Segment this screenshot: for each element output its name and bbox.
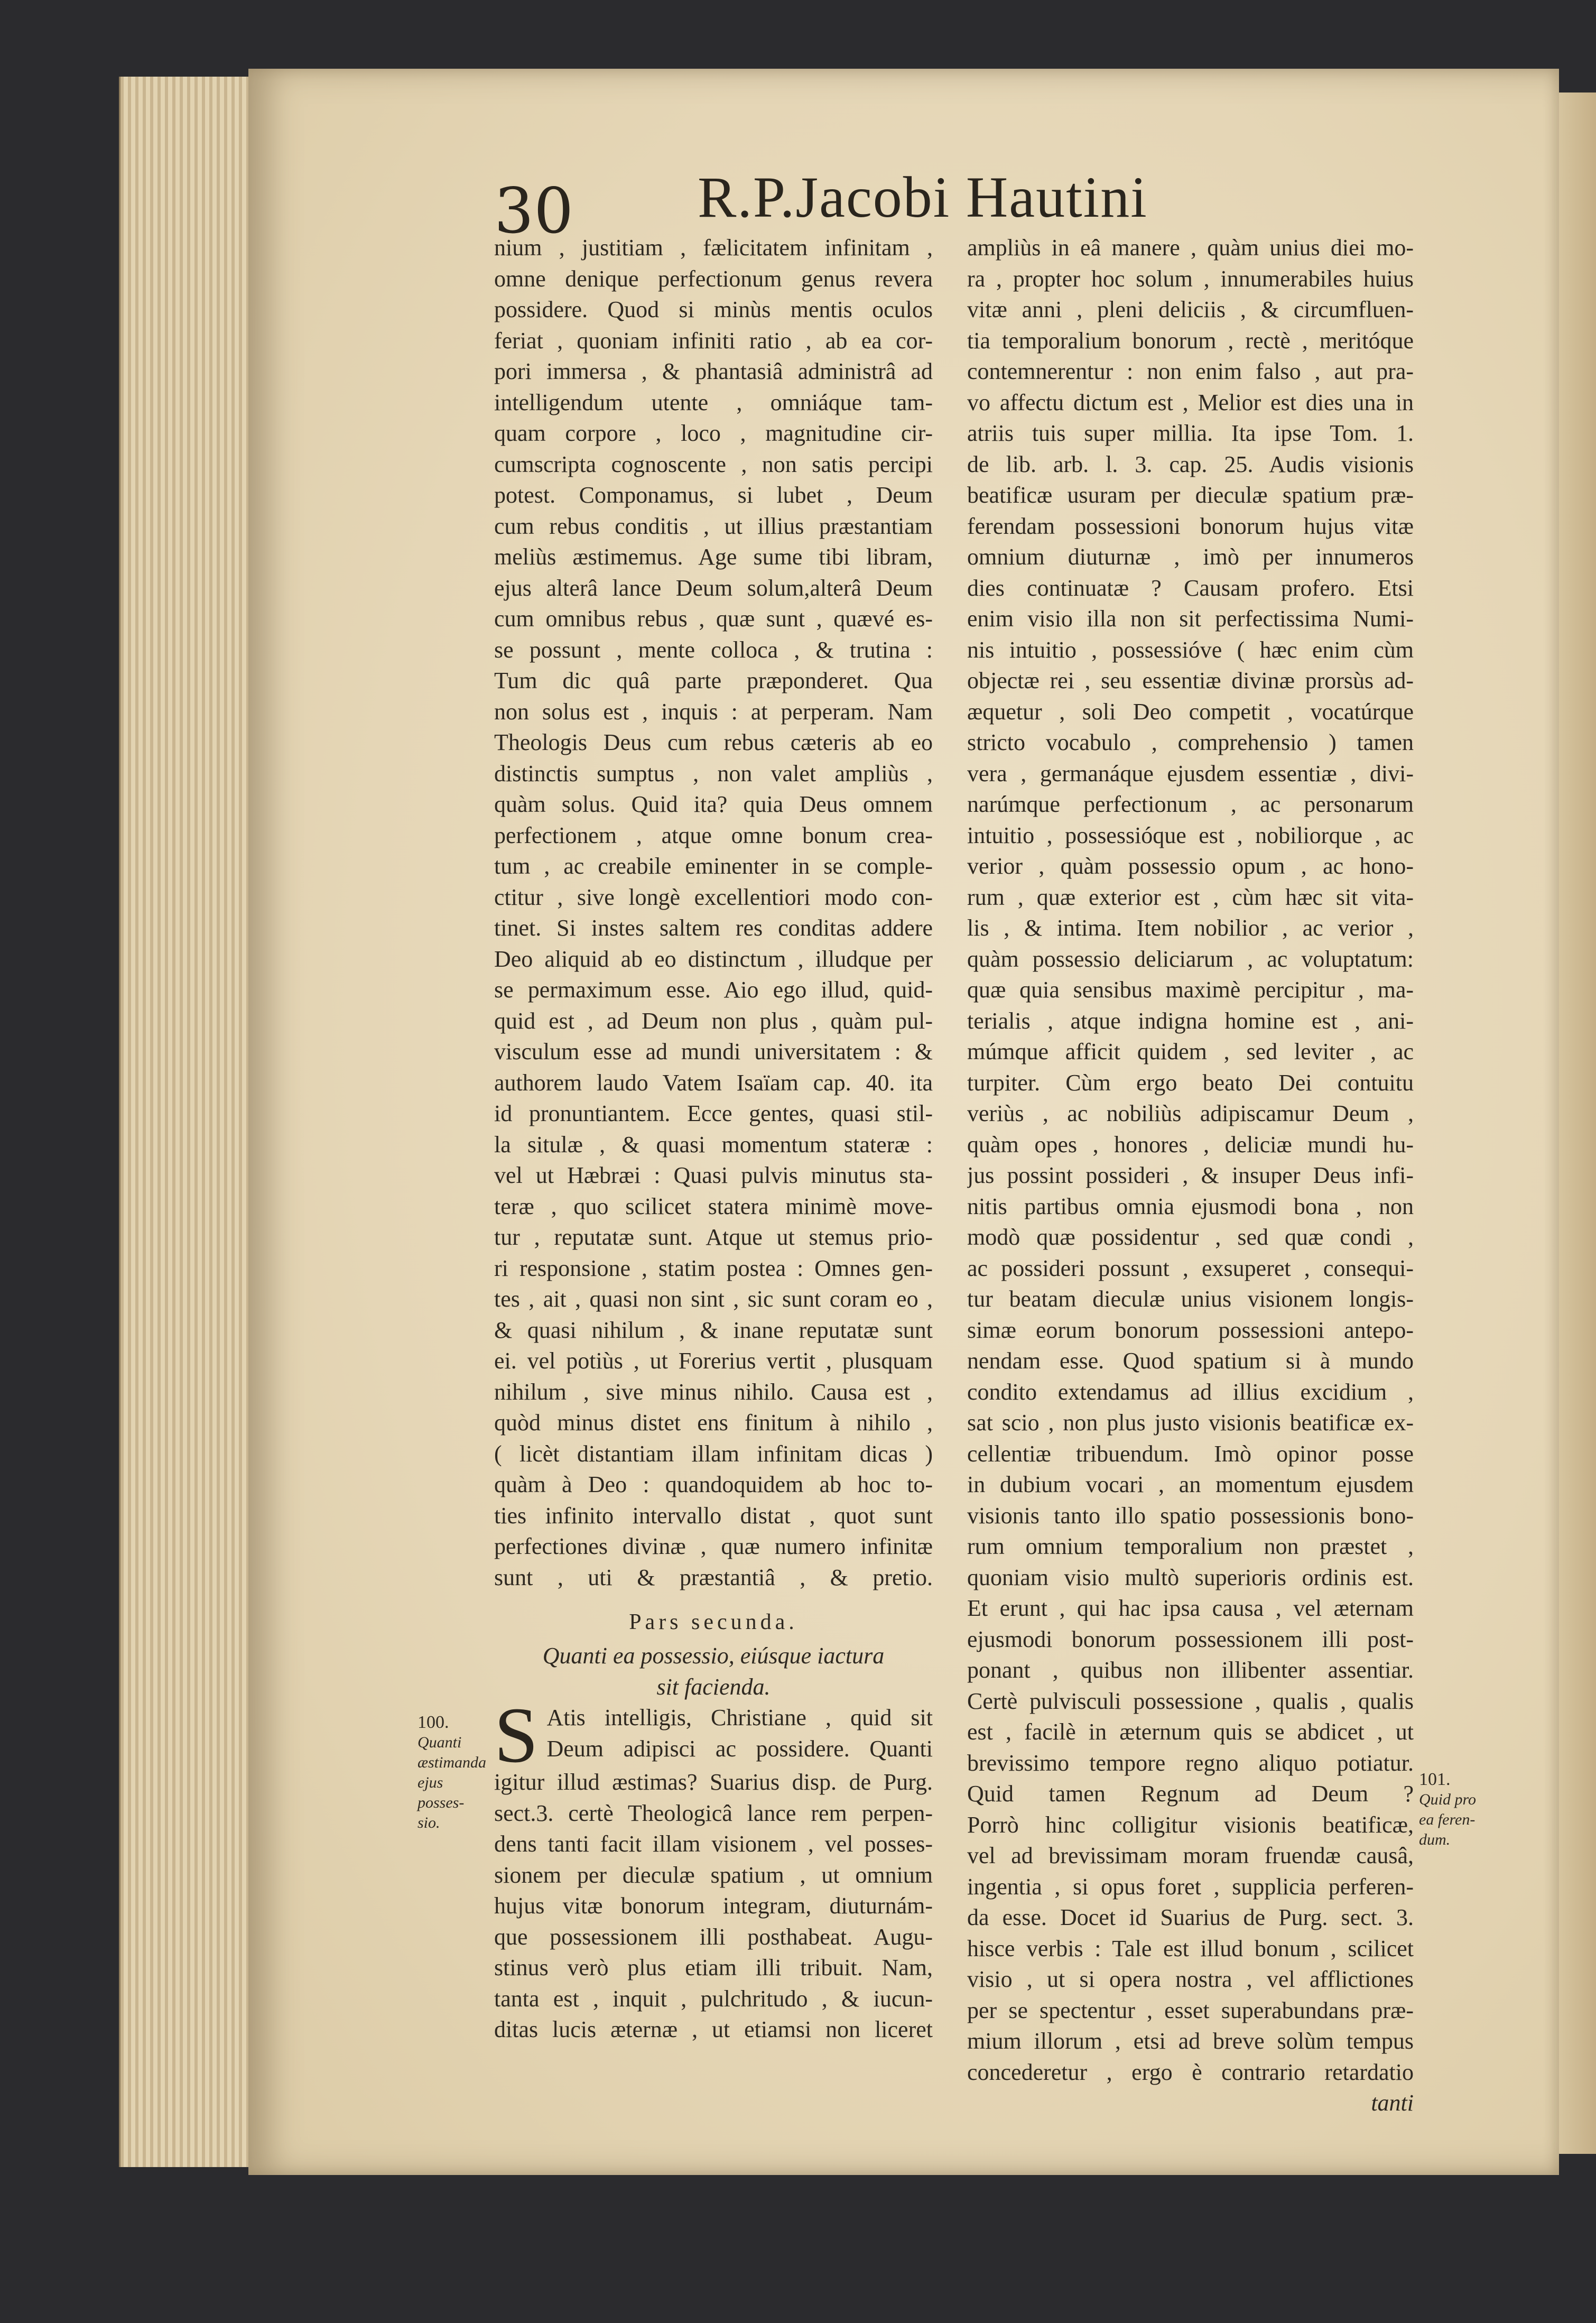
text-line: Deum adipisci ac possidere. Quanti (546, 1735, 933, 1762)
text-line: ponant , quibus non illibenter assentiar. (967, 1657, 1414, 1683)
text-line: in dubium vocari , an momentum ejusdem (967, 1471, 1414, 1497)
margin-note-text: dum. (1419, 1831, 1451, 1848)
text-line: ties infinito intervallo distat , quot sunt (494, 1502, 933, 1529)
text-line: Tum dic quâ parte præponderet. Qua (494, 668, 933, 693)
text-line: turpiter. Cùm ergo beato Dei contuitu (967, 1069, 1414, 1096)
text-line: visculum esse ad mundi universitatem : & (494, 1039, 933, 1065)
margin-note-text: Quanti (417, 1734, 462, 1751)
left-column (494, 233, 933, 2046)
text-line: teræ , quo scilicet statera minimè move- (494, 1193, 933, 1219)
text-line: da esse. Docet id Suarius de Purg. sect. 3. (967, 1904, 1414, 1930)
margin-note-text: ea feren- (1419, 1811, 1476, 1828)
text-line: omne denique perfectionum genus revera (494, 265, 933, 292)
text-line: Certè pulvisculi possessione , qualis , qualis (967, 1688, 1414, 1714)
text-line: intelligendum utente , omniáque tam- (494, 389, 933, 415)
margin-note-right (1419, 1770, 1482, 1850)
text-line: pori immersa , & phantasiâ administrâ ad (494, 358, 933, 384)
text-line: lis , & intima. Item nobilior , ac verior , (967, 915, 1414, 941)
margin-note-text: æstimanda (417, 1754, 487, 1771)
text-line: visio , ut si opera nostra , vel afflictiones (967, 1966, 1414, 1992)
text-line: & quasi nihilum , & inane reputatæ sunt (494, 1317, 933, 1343)
text-line: ferendam possessioni bonorum hujus vitæ (967, 513, 1414, 539)
text-line: meliùs æstimemus. Age sume tibi libram, (494, 544, 933, 570)
text-line: de lib. arb. l. 3. cap. 25. Audis visionis (967, 451, 1414, 477)
text-line: jus possint possideri , & insuper Deus infi- (967, 1162, 1414, 1188)
text-line: omnium diuturnæ , imò per innumeros (967, 544, 1414, 570)
left-column-text-continued (494, 1767, 933, 2046)
text-line: tum , ac creabile eminenter in se comple- (494, 853, 933, 879)
text-line: terialis , atque indigna homine est , ani- (967, 1007, 1414, 1034)
text-line: vera , germanáque ejusdem essentiæ , divi- (967, 760, 1414, 786)
text-line: stricto vocabulo , comprehensio ) tamen (967, 729, 1414, 755)
text-line: tanta est , inquit , pulchritudo , & iucun- (494, 1985, 933, 2012)
text-line: sionem per dieculæ spatium , ut omnium (494, 1862, 933, 1888)
text-line: quàm possessio deliciarum , ac voluptatum: (967, 946, 1414, 972)
text-line: tur , reputatæ sunt. Atque ut stemus prio- (494, 1224, 933, 1250)
text-line: cumscripta cognoscente , non satis percipi (494, 451, 933, 477)
text-line: Theologis Deus cum rebus cæteris ab eo (494, 729, 933, 755)
text-line: ditas lucis æternæ , ut etiamsi non liceret (494, 2016, 933, 2042)
text-line: quàm solus. Quid ita? quia Deus omnem (494, 791, 933, 817)
text-line: sunt , uti & præstantiâ , & pretio. (494, 1564, 933, 1590)
text-line: vel ut Hæbræi : Quasi pulvis minutus sta- (494, 1162, 933, 1188)
text-line: perfectiones divinæ , quæ numero infinitæ (494, 1533, 933, 1559)
margin-note-text: Quid pro (1419, 1791, 1477, 1808)
text-line: contemnerentur : non enim falso , aut pra- (967, 358, 1414, 384)
text-line: nendam esse. Quod spatium si à mundo (967, 1348, 1414, 1374)
text-line: per se spectentur , esset superabundans præ- (967, 1997, 1414, 2023)
drop-capital: S (494, 1702, 539, 1767)
text-line: vo affectu dictum est , Melior est dies una in (967, 389, 1414, 415)
text-line: Porrò hinc colligitur visionis beatificæ, (967, 1811, 1414, 1838)
text-line: objectæ rei , seu essentiæ divinæ prorsùs ad- (967, 668, 1414, 693)
text-line: Et erunt , qui hac ipsa causa , vel æternam (967, 1595, 1414, 1621)
text-line: stinus verò plus etiam illi tribuit. Nam, (494, 1955, 933, 1980)
text-line: sat scio , non plus justo visionis beatificæ ex- (967, 1410, 1414, 1436)
text-line: ac possideri possunt , exsuperet , consequi- (967, 1255, 1414, 1281)
text-line: tia temporalium bonorum , rectè , meritóque (967, 327, 1414, 354)
text-line: beatificæ usuram per dieculæ spatium præ- (967, 482, 1414, 508)
text-line: concederetur , ergo è contrario retardatio (967, 2059, 1414, 2085)
text-line: ri responsione , statim postea : Omnes gen- (494, 1255, 933, 1281)
text-line: que possessionem illi posthabeat. Augu- (494, 1923, 933, 1950)
text-line: quàm opes , honores , deliciæ mundi hu- (967, 1131, 1414, 1158)
page-edges (119, 77, 253, 2167)
text-line: quoniam visio multò superioris ordinis est. (967, 1564, 1414, 1590)
text-line: enim visio illa non sit perfectissima Numi- (967, 606, 1414, 632)
text-line: ingentia , si opus foret , supplicia perferen- (967, 1873, 1414, 1900)
text-line: Quid tamen Regnum ad Deum ? (967, 1781, 1414, 1807)
text-line: sect.3. certè Theologicâ lance rem perpen- (494, 1800, 933, 1826)
facing-page-edge (1554, 92, 1596, 2154)
text-line: quòd minus distet ens finitum à nihilo , (494, 1410, 933, 1436)
text-line: mium illorum , etsi ad breve solùm tempus (967, 2028, 1414, 2054)
running-head: R.P.Jacobi Hautini (698, 165, 1148, 229)
text-line: la situlæ , & quasi momentum stateræ : (494, 1131, 933, 1158)
text-line: ( licèt distantiam illam infinitam dicas ) (494, 1440, 933, 1467)
text-line: ejus alterâ lance Deum solum,alterâ Deum (494, 575, 933, 601)
text-line: verior , quàm possessio opum , ac hono- (967, 853, 1414, 879)
page-number: 30 (494, 174, 574, 247)
text-line: quid est , ad Deum non plus , quàm pul- (494, 1007, 933, 1034)
text-line: æquetur , soli Deo competit , vocatúrque (967, 698, 1414, 725)
text-line: se possunt , mente colloca , & trutina : (494, 636, 933, 663)
text-line: ctitur , sive longè excellentiori modo con- (494, 884, 933, 910)
text-line: tinet. Si instes saltem res conditas addere (494, 915, 933, 941)
margin-note-text: ejus posses- (417, 1774, 465, 1811)
text-line: veriùs , ac nobiliùs adipiscamur Deum , (967, 1100, 1414, 1126)
text-line: visionis tanto illo spatio possessionis bono- (967, 1502, 1414, 1529)
text-line: Atis intelligis, Christiane , quid sit (546, 1705, 933, 1730)
text-line: narúmque perfectionum , ac personarum (967, 791, 1414, 817)
margin-note-left (417, 1713, 491, 1833)
text-line: cum omnibus rebus , quæ sunt , quævé es- (494, 606, 933, 632)
text-line: múmque afficit quidem , sed leviter , ac (967, 1039, 1414, 1065)
text-line: Deo aliquid ab eo distinctum , illudque per (494, 946, 933, 972)
text-line: igitur illud æstimas? Suarius disp. de Purg. (494, 1769, 933, 1795)
margin-note-number: 101. (1419, 1770, 1451, 1789)
text-line: quam corpore , loco , magnitudine cir- (494, 420, 933, 446)
section-heading: Pars secunda. (629, 1610, 798, 1634)
text-line: nihilum , sive minus nihilo. Causa est , (494, 1378, 933, 1405)
text-line: feriat , quoniam infiniti ratio , ab ea cor- (494, 327, 933, 354)
text-line: condito extendamus ad illius excidium , (967, 1378, 1414, 1405)
right-column-text (967, 233, 1414, 2088)
text-line: tur beatam dieculæ unius visionem longis- (967, 1286, 1414, 1312)
text-line: dens tanti facit illam visionem , vel posses- (494, 1831, 933, 1857)
text-line: brevissimo tempore regno aliquo potiatur. (967, 1750, 1414, 1776)
text-line: atriis tuis super millia. Ita ipse Tom. 1. (967, 420, 1414, 446)
text-line: cum rebus conditis , ut illius præstantiam (494, 513, 933, 539)
right-column (967, 233, 1414, 2119)
text-line: id pronuntiantem. Ecce gentes, quasi stil- (494, 1100, 933, 1126)
text-line: se permaximum esse. Aio ego illud, quid- (494, 977, 933, 1003)
text-line: hujus vitæ bonorum integram, diuturnám- (494, 1893, 933, 1919)
text-line: ampliùs in eâ manere , quàm unius diei mo- (967, 235, 1414, 261)
text-line: perfectionem , atque omne bonum crea- (494, 822, 933, 848)
text-line: distinctis sumptus , non valet ampliùs , (494, 760, 933, 786)
catchword: tanti (1371, 2090, 1414, 2116)
text-line: nitis partibus omnia ejusmodi bona , non (967, 1193, 1414, 1219)
text-line: quàm à Deo : quandoquidem ab hoc to- (494, 1471, 933, 1497)
text-line: ejusmodi bonorum possessionem illi post- (967, 1626, 1414, 1652)
text-line: ei. vel potiùs , ut Forerius vertit , plusquam (494, 1348, 933, 1374)
section-title-line: sit facienda. (656, 1673, 771, 1700)
left-column-text (494, 233, 933, 1593)
text-line: nis intuitio , possessióve ( hæc enim cùm (967, 636, 1414, 663)
text-line: rum , quæ exterior est , cùm hæc sit vita- (967, 884, 1414, 910)
text-line: potest. Componamus, si lubet , Deum (494, 482, 933, 508)
text-line: modò quæ possidentur , sed quæ condi , (967, 1224, 1414, 1250)
text-line: possidere. Quod si minùs mentis oculos (494, 297, 933, 322)
text-line: hisce verbis : Tale est illud bonum , scilicet (967, 1935, 1414, 1961)
text-line: nium , justitiam , fælicitatem infinitam , (494, 235, 933, 261)
section-title (494, 1641, 933, 1702)
section-title-line: Quanti ea possessio, eiúsque iactura (542, 1643, 885, 1669)
text-line: authorem laudo Vatem Isaïam cap. 40. ita (494, 1069, 933, 1096)
text-line: non solus est , inquis : at perperam. Nam (494, 698, 933, 725)
text-line: vitæ anni , pleni deliciis , & circumfluen- (967, 297, 1414, 322)
text-line: rum omnium temporalium non præstet , (967, 1533, 1414, 1559)
text-line: intuitio , possessióque est , nobiliorque , ac (967, 822, 1414, 848)
text-line: simæ eorum bonorum possessioni antepo- (967, 1317, 1414, 1343)
text-line: est , facilè in æternum quis se abdicet , ut (967, 1719, 1414, 1745)
text-line: vel ad brevissimam moram fruendæ causâ, (967, 1843, 1414, 1868)
text-line: quæ quia sensibus maximè percipitur , ma- (967, 977, 1414, 1003)
text-line: ra , propter hoc solum , innumerabiles huius (967, 265, 1414, 292)
text-line: tes , ait , quasi non sint , sic sunt coram eo , (494, 1286, 933, 1312)
paragraph-opening (494, 1702, 933, 1767)
margin-note-number: 100. (417, 1713, 449, 1732)
text-line: dies continuatæ ? Causam profero. Etsi (967, 575, 1414, 601)
text-line: cellentiæ tribuendum. Imò opinor posse (967, 1440, 1414, 1467)
margin-note-text: sio. (417, 1814, 440, 1831)
